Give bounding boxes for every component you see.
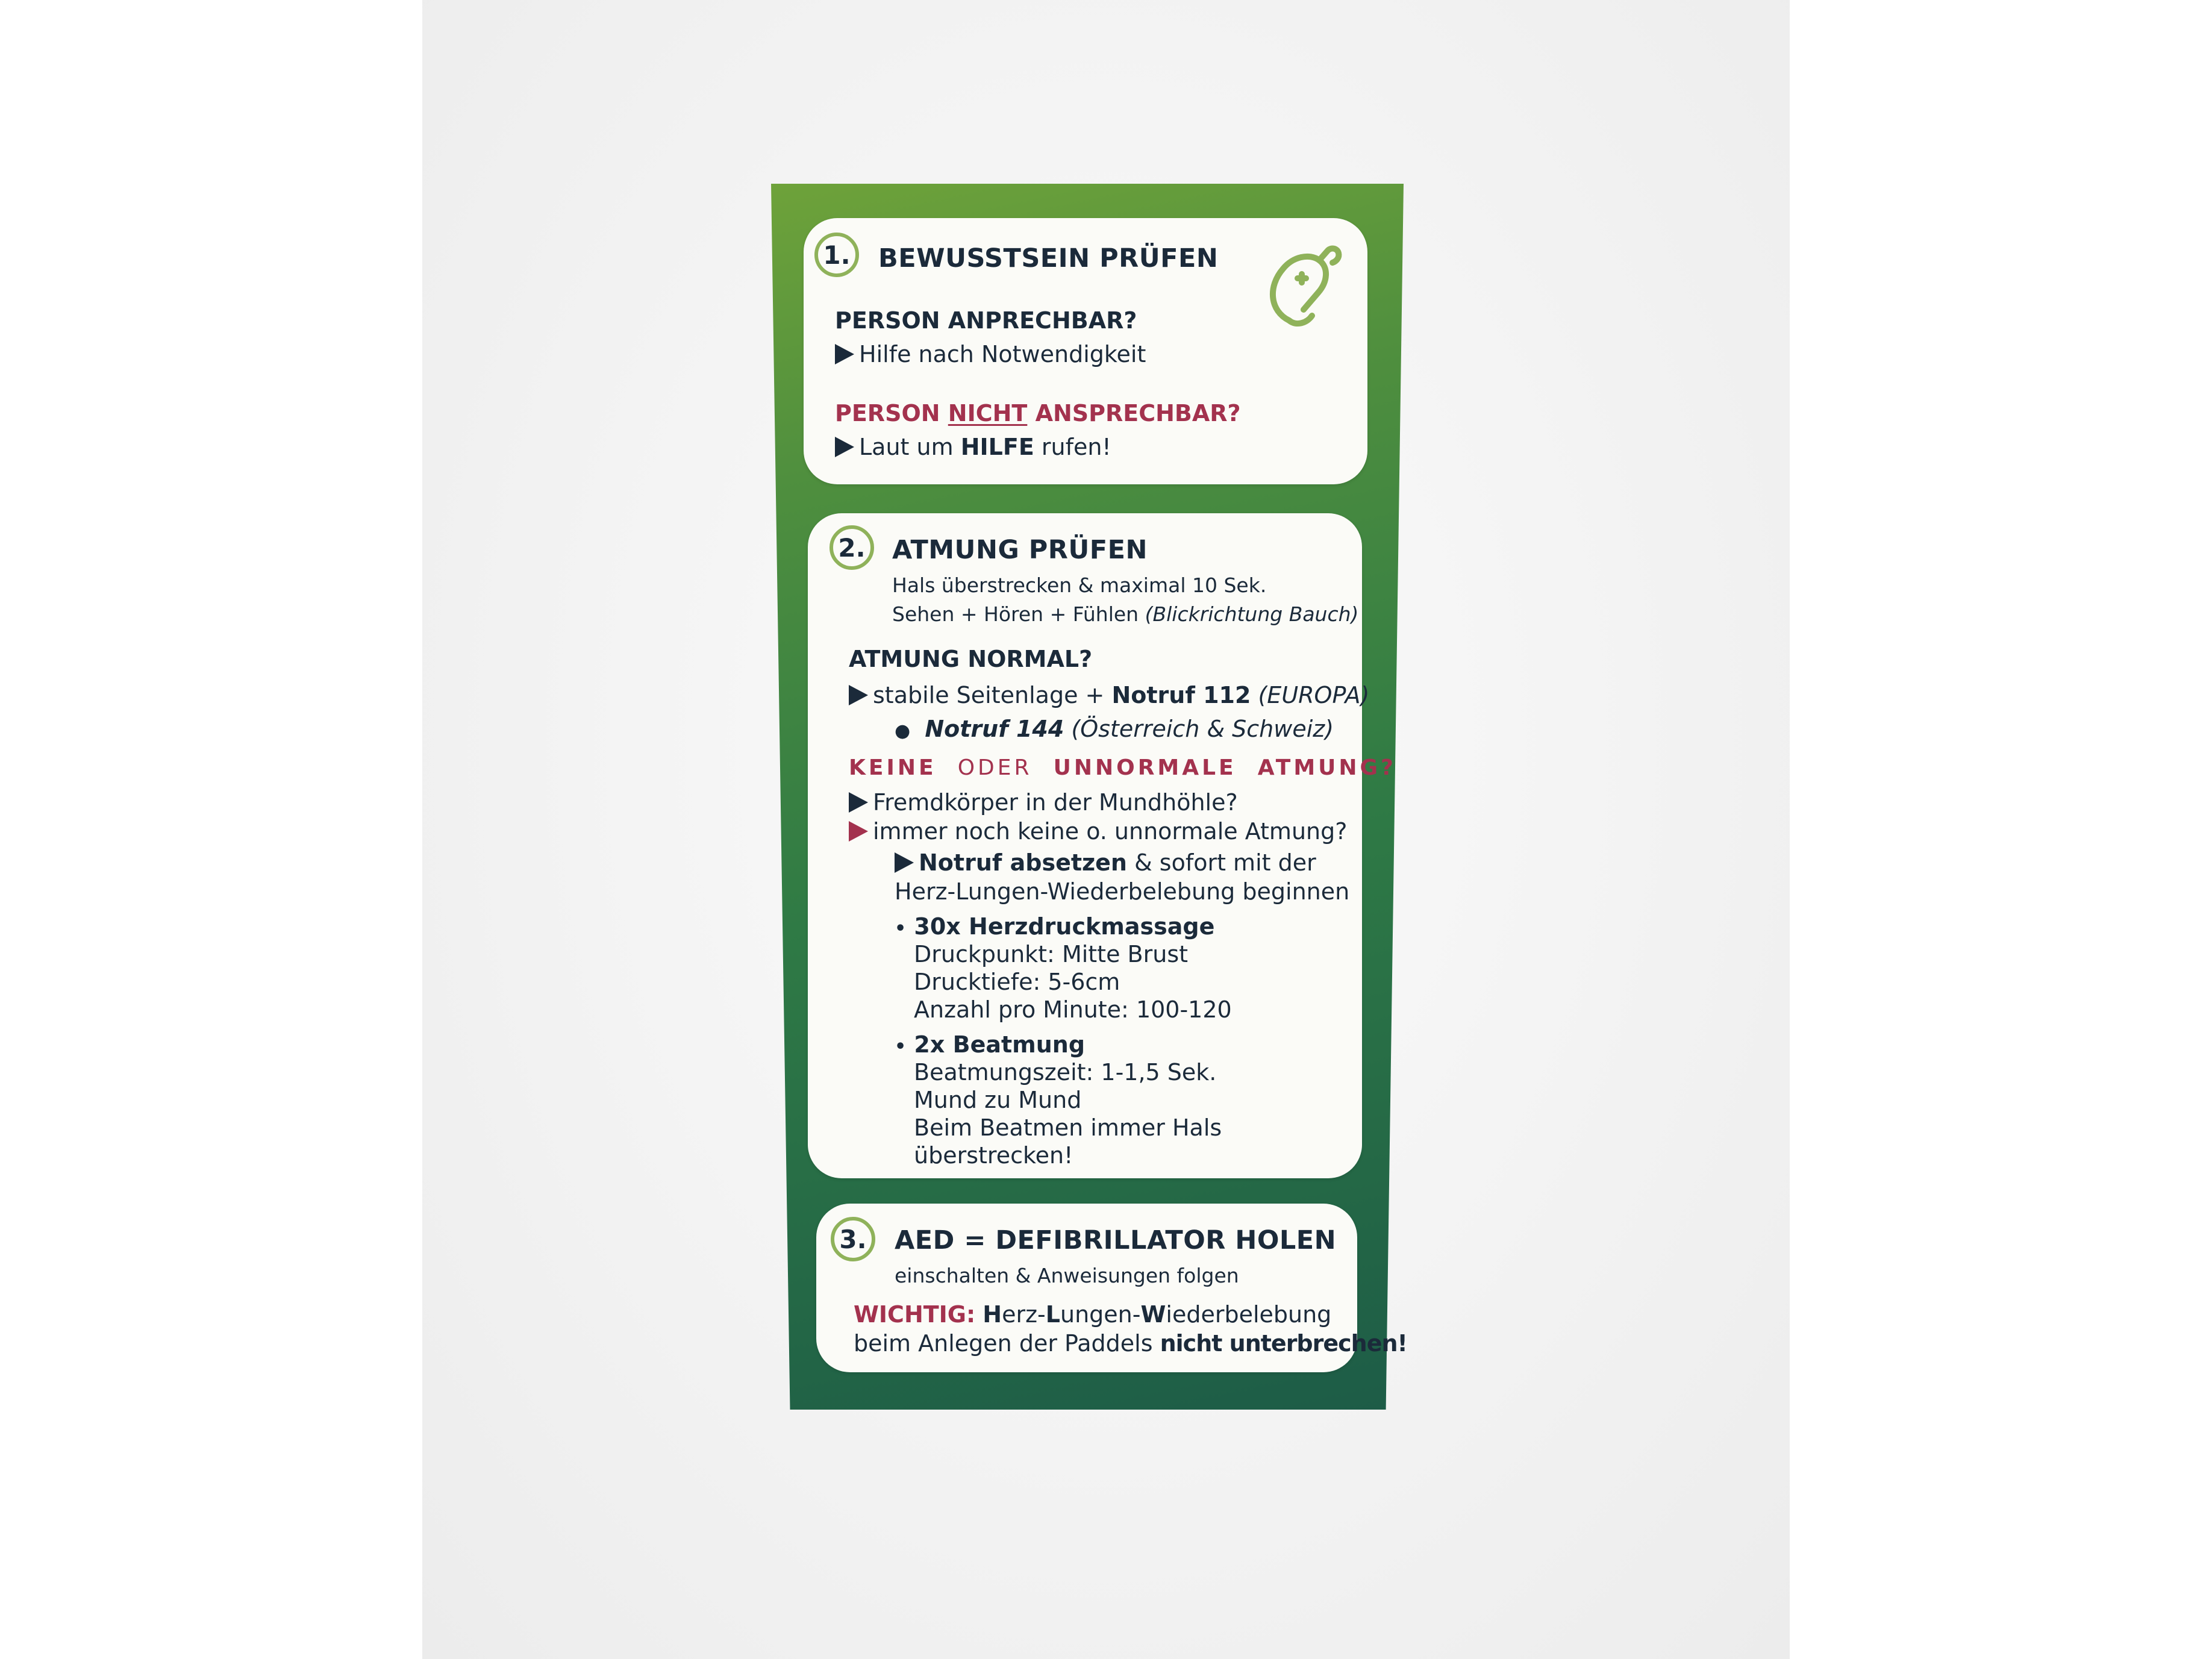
step-1-question-unresponsive: [835, 400, 1241, 426]
w2-part-a: beim Anlegen der Paddels: [854, 1330, 1160, 1357]
step-1-panel: [804, 218, 1367, 484]
step-3-sub: einschalten & Anweisungen folgen: [895, 1264, 1239, 1287]
compression-point: Druckpunkt: Mitte Brust: [914, 941, 1189, 967]
breath-note-2: überstrecken!: [914, 1142, 1073, 1169]
step-2-question-abnormal: [849, 755, 1396, 780]
step-2-title: ATMUNG PRÜFEN: [892, 535, 1148, 565]
w-w: W: [1140, 1301, 1166, 1328]
step-1-answer-text: Hilfe nach Notwendigkeit: [859, 341, 1146, 367]
step-2-answer-normal-alt: [895, 716, 1334, 742]
q2-keine: KEINE: [849, 755, 937, 780]
arrow-right-icon: [895, 852, 914, 873]
q2-unnormale: UNNORMALE: [1053, 755, 1237, 780]
arrow-right-icon: [849, 792, 868, 813]
arrow-right-icon: [849, 821, 868, 842]
sub2-part-a: Sehen + Hören + Fühlen: [892, 602, 1145, 626]
arrow-right-icon: [835, 437, 854, 457]
m1-title-text: 30x Herzdruckmassage: [914, 913, 1215, 940]
step-2-start-cpr: Herz-Lungen-Wiederbelebung beginnen: [895, 878, 1350, 905]
bullet-icon: ●: [895, 720, 911, 742]
step-3-warning-line-2: [854, 1330, 1407, 1357]
step-1-answer-responsive: [835, 341, 1146, 367]
step-2-answer-foreign-body: [849, 789, 1238, 816]
arrow-right-icon: [835, 344, 854, 364]
a1b-part-a: Notruf 144: [925, 716, 1064, 742]
w2-part-b: nicht unterbrechen!: [1160, 1330, 1407, 1357]
a1-part-c: (EUROPA): [1251, 682, 1370, 708]
a4-part-a: Notruf absetzen: [919, 849, 1127, 876]
bullet-icon: •: [895, 918, 907, 939]
q2-part-c: ANSPRECHBAR?: [1027, 400, 1241, 426]
step-2-sub-2: [892, 602, 1358, 626]
w-h: H: [983, 1301, 1002, 1328]
step-1-title: BEWUSSTSEIN PRÜFEN: [878, 243, 1219, 273]
step-2-question-normal: ATMUNG NORMAL?: [849, 646, 1093, 672]
q2-part-a: PERSON: [835, 400, 948, 426]
breath-duration: Beatmungszeit: 1-1,5 Sek.: [914, 1059, 1217, 1086]
step-3-number: 3.: [831, 1217, 875, 1261]
w-ungen: ungen-: [1060, 1301, 1141, 1328]
sub2-part-b: (Blickrichtung Bauch): [1145, 602, 1359, 626]
step-2-emergency-call: [895, 849, 1316, 876]
bullet-icon: •: [895, 1036, 907, 1057]
step-1-number: 1.: [814, 233, 859, 277]
q2-oder: ODER: [957, 755, 1033, 780]
w-l: L: [1045, 1301, 1060, 1328]
w-erz: erz-: [1002, 1301, 1046, 1328]
breath-method: Mund zu Mund: [914, 1087, 1082, 1113]
a2-part-b: HILFE: [960, 434, 1034, 460]
step-2-answer-normal: [849, 682, 1369, 708]
a2-part-c: rufen!: [1034, 434, 1111, 460]
step-2-breaths-title: [895, 1031, 1085, 1058]
step-2-panel: [808, 513, 1396, 1178]
step-3-title: AED = DEFIBRILLATOR HOLEN: [895, 1225, 1337, 1255]
step-2-sub-1: Hals überstrecken & maximal 10 Sek.: [892, 573, 1267, 597]
q2-part-b: NICHT: [948, 400, 1028, 426]
a1b-part-b: (Österreich & Schweiz): [1064, 716, 1334, 742]
a4-part-b: & sofort mit der: [1126, 849, 1316, 876]
warning-label: WICHTIG:: [854, 1301, 976, 1328]
arrow-right-icon: [849, 685, 868, 705]
a1-part-b: Notruf 112: [1111, 682, 1251, 708]
step-3-warning-line-1: [854, 1301, 1331, 1328]
step-1-question-responsive: PERSON ANPRECHBAR?: [835, 307, 1137, 334]
q2-atmung: ATMUNG?: [1257, 755, 1396, 780]
a1-part-a: stabile Seitenlage +: [873, 682, 1112, 708]
step-3-panel: [816, 1204, 1407, 1372]
a2-text: Fremdkörper in der Mundhöhle?: [873, 789, 1238, 816]
w-rest: iederbelebung: [1166, 1301, 1332, 1328]
a3-text: immer noch keine o. unnormale Atmung?: [873, 818, 1348, 845]
compression-rate: Anzahl pro Minute: 100-120: [914, 996, 1232, 1023]
breath-note-1: Beim Beatmen immer Hals: [914, 1114, 1222, 1141]
phone-handset-icon: [1261, 233, 1352, 341]
a2-part-a: Laut um: [859, 434, 961, 460]
compression-depth: Drucktiefe: 5-6cm: [914, 969, 1120, 995]
step-2-number: 2.: [830, 525, 874, 570]
step-1-answer-unresponsive: [835, 434, 1111, 460]
m2-title-text: 2x Beatmung: [914, 1031, 1086, 1058]
step-2-compressions-title: [895, 913, 1214, 940]
step-2-answer-still-abnormal: [849, 818, 1347, 845]
